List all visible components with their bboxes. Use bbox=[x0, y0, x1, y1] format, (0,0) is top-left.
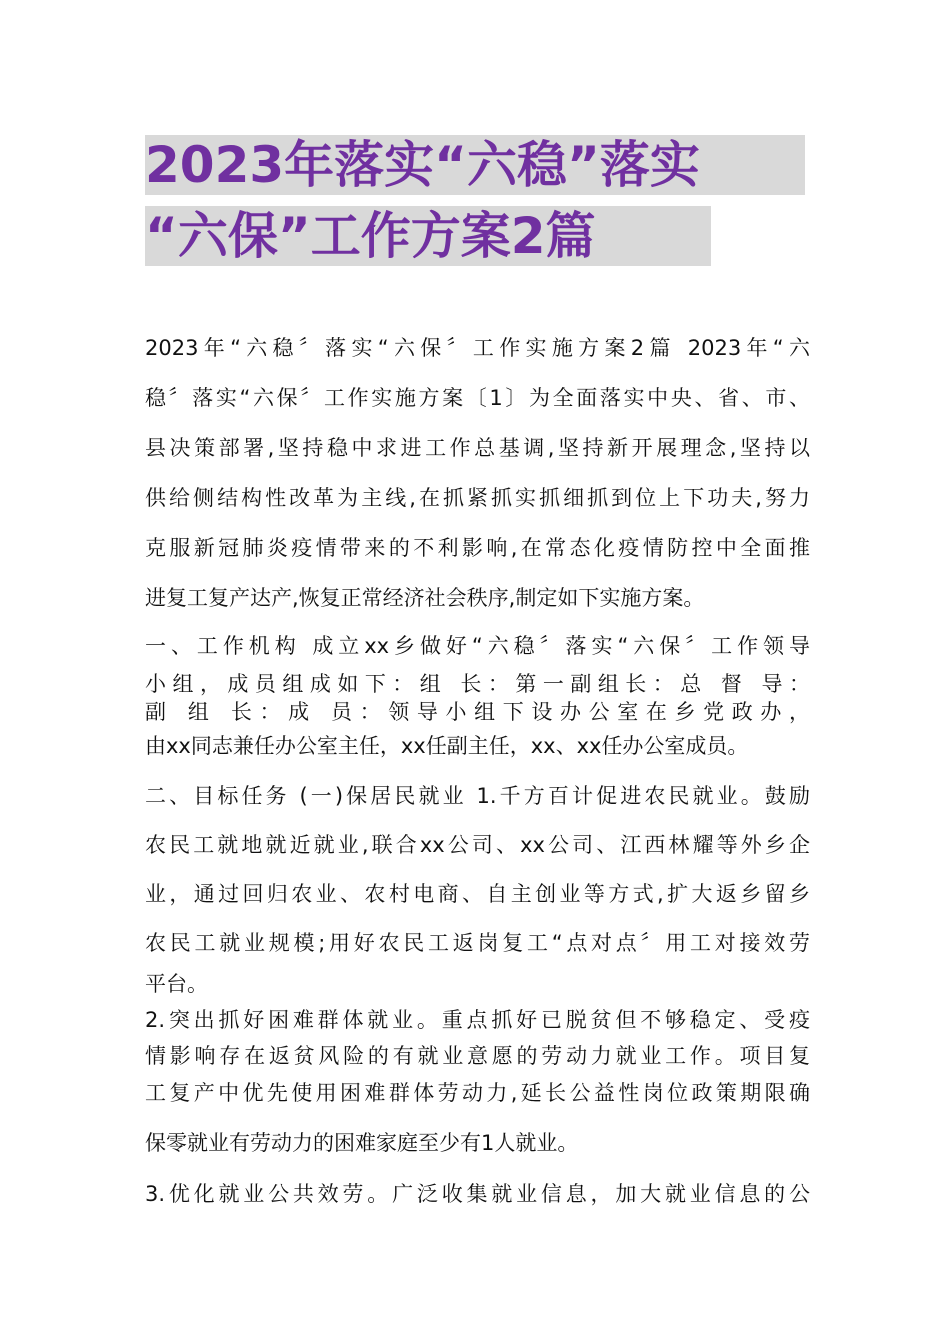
body-line: 二、目标任务 (一)保居民就业 1.千方百计促进农民就业。鼓励 bbox=[145, 784, 810, 808]
body-line: 稳〞落实“六保〞工作实施方案〔1〕为全面落实中央、省、市、 bbox=[145, 386, 810, 410]
body-line: 进复工复产达产,恢复正常经济社会秩序,制定如下实施方案。 bbox=[145, 586, 705, 610]
body-line: 供给侧结构性改革为主线,在抓紧抓实抓细抓到位上下功夫,努力 bbox=[145, 486, 810, 510]
body-line: 2.突出抓好困难群体就业。重点抓好已脱贫但不够稳定、受疫 bbox=[145, 1008, 810, 1032]
title-line-2: “六保”工作方案2篇 bbox=[145, 206, 711, 266]
body-line: 一、工作机构 成立xx乡做好“六稳〞落实“六保〞工作领导 bbox=[145, 634, 810, 658]
body-line: 由xx同志兼任办公室主任，xx任副主任，xx、xx任办公室成员。 bbox=[145, 734, 749, 758]
body-line: 情影响存在返贫风险的有就业意愿的劳动力就业工作。项目复 bbox=[145, 1044, 810, 1068]
body-line: 克服新冠肺炎疫情带来的不利影响,在常态化疫情防控中全面推 bbox=[145, 536, 810, 560]
body-line: 副 组 长：成 员：领导小组下设办公室在乡党政办， bbox=[145, 700, 810, 724]
body-line: 3.优化就业公共效劳。广泛收集就业信息，加大就业信息的公 bbox=[145, 1182, 810, 1206]
body-line: 小组，成员组成如下：组 长：第一副组长：总 督 导： bbox=[145, 672, 810, 696]
body-line: 农民工就地就近就业,联合xx公司、xx公司、江西林耀等外乡企 bbox=[145, 833, 810, 857]
body-line: 2023年“六稳〞落实“六保〞工作实施方案2篇 2023年“六 bbox=[145, 336, 810, 360]
body-line: 工复产中优先使用困难群体劳动力,延长公益性岗位政策期限确 bbox=[145, 1081, 810, 1105]
body-line: 农民工就业规模;用好农民工返岗复工“点对点〞用工对接效劳 bbox=[145, 931, 810, 955]
body-line: 县决策部署,坚持稳中求进工作总基调,坚持新开展理念,坚持以 bbox=[145, 436, 810, 460]
title-line-1: 2023年落实“六稳”落实 bbox=[145, 135, 805, 195]
body-line: 平台。 bbox=[145, 972, 208, 996]
body-line: 保零就业有劳动力的困难家庭至少有1人就业。 bbox=[145, 1131, 579, 1155]
body-line: 业，通过回归农业、农村电商、自主创业等方式,扩大返乡留乡 bbox=[145, 882, 810, 906]
